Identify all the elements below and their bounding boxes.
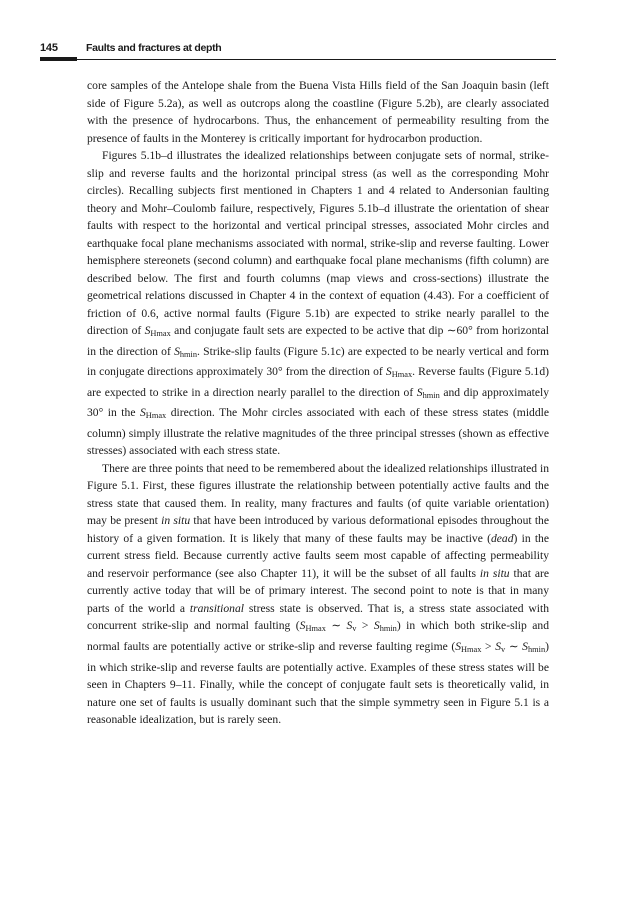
- symbol-s: S: [174, 344, 180, 358]
- symbol-s: S: [346, 619, 353, 633]
- symbol-s: S: [140, 406, 146, 420]
- subscript-hmin: hmin: [179, 349, 198, 359]
- header-rule-accent: [40, 57, 77, 61]
- running-head: Faults and fractures at depth: [86, 42, 222, 54]
- paragraph-2: Figures 5.1b–d illustrates the idealized relationships between conjugate sets of normal, strike-slip and reverse faults and the horizontal principal stress (as well as the corresponding Mohr circles). Recalling subjects first mentioned in Chapters 1 and 4 related to Andersonian faulting theory and Mohr–Coulomb failure, respectively, Figures 5.1b–d illustrate the orientation of shear faults with respect to the horizontal and vertical principal stresses, associated Mohr circles and earthquake focal plane mechanisms associated with normal, strike-slip and reverse faulting. Lower hemisphere stereonets (second column) and earthquake focal plane mechanisms (fifth column) are described below. The first and fourth columns (map views and cross-sections) illustrate the geometrical relations discussed in Chapter 4 in the context of equation (4.43). For a coefficient of friction of 0.6, active normal faults (Figure 5.1b) are expected to strike nearly parallel to the direction of $S_{Hmax}$ and conjugate fault sets are expected to be active that dip ∼60° from horizontal in the direction of $S_{hmin}$. Strike-slip faults (Figure 5.1c) are expected to be nearly vertical and form in conjugate directions approximately 30° from the direction of $S_{Hmax}$. Reverse faults (Figure 5.1d) are expected to strike in a direction nearly parallel to the direction of $S_{hmin}$ and dip approximately 30° in the $S_{Hmax}$ direction. The Mohr circles associated with each of these stress states (middle column) simply illustrate the relative magnitudes of the three principal stresses (shown as effective stresses) associated with each stress state.: [87, 149, 550, 458]
- operator-gt: >: [481, 639, 496, 653]
- symbol-s: S: [299, 619, 306, 633]
- page-number: 145: [40, 42, 58, 54]
- symbol-s: S: [522, 639, 528, 653]
- paragraph-1: core samples of the Antelope shale from the Buena Vista Hills field of the San Joaquin basin (left side of Figure 5.2a), as well as outcrops along the coastline (Figure 5.2b), are clearly associated with the presence of hydrocarbons. Thus, the enhancement of permeability resulting from the presence of faults in the Monterey is critically important for hydrocarbon production.: [87, 79, 549, 145]
- subscript-hmin: hmin: [527, 645, 546, 655]
- operator-sim: ∼: [505, 639, 523, 653]
- operator-sim: ∼: [325, 619, 347, 633]
- subscript-hmin: hmin: [379, 624, 397, 634]
- subscript-hmin: hmin: [422, 390, 440, 400]
- subscript-hmax: Hmax: [150, 329, 171, 339]
- subscript-hmax: Hmax: [391, 370, 413, 380]
- page-header: [40, 40, 556, 60]
- subscript-hmax: Hmax: [305, 624, 326, 634]
- body-text: [87, 77, 549, 729]
- subscript-hmax: Hmax: [145, 411, 167, 421]
- symbol-s: S: [495, 639, 502, 653]
- symbol-s: S: [144, 324, 151, 337]
- operator-gt: >: [356, 619, 374, 633]
- header-rule: [40, 59, 556, 60]
- subscript-v: v: [352, 624, 357, 634]
- paragraph-3: There are three points that need to be remembered about the idealized relationships illustrated in Figure 5.1. First, these figures illustrate the relationship between potentially active faults and the stress state that caused them. In reality, many fractures and faults (of quite variable orientation) may be present in situ that have been introduced by various deformational episodes throughout the history of a given formation. It is likely that many of these faults may be inactive (dead) in the current stress field. Because currently active faults seem most capable of affecting permeability and reservoir performance (see also Chapter 11), it will be the subset of all faults in situ that are currently active today that will be of primary interest. The second point to note is that in many parts of the world a transitional stress state is observed. That is, a stress state associated with concurrent strike-slip and normal faulting ($S_{Hmax}$ ∼ $S_v > S_{hmin}$) in which both strike-slip and normal faults are potentially active or strike-slip and reverse faulting regime ($S_{Hmax} > S_v$ ∼ $S_{hmin}$) in which strike-slip and reverse faults are potentially active. Examples of these stress states will be seen in Chapters 9–11. Finally, while the concept of conjugate fault sets is theoretically valid, in nature one set of faults is usually dominant such that the simple symmetry seen in Figure 5.1 is a reasonable idealization, but is rarely seen.: [87, 461, 550, 727]
- symbol-s: S: [416, 385, 423, 399]
- symbol-s: S: [373, 619, 380, 633]
- subscript-hmax: Hmax: [461, 645, 482, 655]
- subscript-v: v: [501, 645, 506, 655]
- symbol-s: S: [455, 639, 462, 653]
- symbol-s: S: [385, 365, 392, 379]
